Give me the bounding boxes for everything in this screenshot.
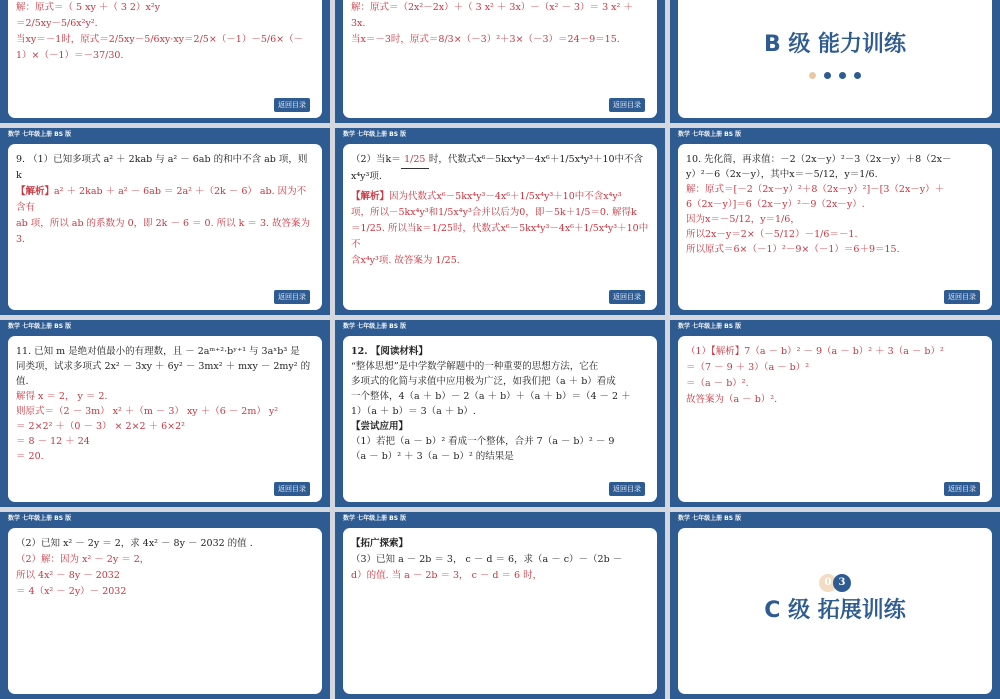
question-text: （2）已知 x² － 2y ＝ 2，求 4x² － 8y － 2032 的值 .: [16, 538, 253, 549]
slide-q9: [0, 128, 330, 315]
slide-q12a: [670, 320, 1000, 507]
slide-q9b: [335, 128, 665, 315]
back-to-toc-button[interactable]: 返回目录: [609, 98, 645, 112]
solution-line: 所以2x－y＝2×（－5/12）－1/6＝－1.: [686, 229, 858, 240]
solution-line: （2）解：因为 x² － 2y ＝ 2，: [16, 554, 150, 565]
question-text: （a － b）² ＋ 3（a － b）² 的结果是: [351, 451, 514, 462]
slide-card: [8, 0, 322, 118]
solution-line: ＝ 8 － 12 ＋ 24: [16, 436, 90, 447]
analysis-text: 项，所以－5kx⁴y³和1/5x⁴y³合并以后为0，即－5k＋1/5＝0. 解得k: [351, 207, 637, 218]
back-to-toc-button[interactable]: 返回目录: [609, 482, 645, 496]
solution-line: 1）×（－1）＝－37/30.: [16, 50, 124, 61]
dot-icon: [809, 72, 816, 79]
solution-line: 解：原式＝[－2（2x－y）²＋8（2x－y）²]－[3（2x－y）＋: [686, 184, 945, 195]
question-text: 一个整体，4（a ＋ b）－ 2（a ＋ b）＋（a ＋ b）＝（4 － 2 ＋: [351, 391, 631, 402]
question-text: 多项式的化简与求值中应用极为广泛，如我们把（a ＋ b）看成: [351, 376, 616, 387]
solution-line: 所以原式＝6×（－1）²－9×（－1）＝6＋9＝15.: [686, 244, 900, 255]
answer-blank: 1/25: [401, 152, 429, 169]
solution-line: 当xy＝－1时，原式＝2/5xy－5/6xy·xy＝2/5×（－1）－5/6×（－: [16, 34, 304, 45]
question-text: 9. （1）已知多项式 a² ＋ 2kab 与 a² － 6ab 的和中不含 ab 项，则 k: [16, 154, 308, 181]
slide-card: [8, 336, 322, 502]
solution-line: 3x.: [351, 18, 366, 29]
solution-line: 当x＝－3时，原式＝8/3×（－3）²＋3×（－3）＝24－9＝15.: [351, 34, 620, 45]
slide-card: [8, 528, 322, 694]
analysis-text: 含x⁴y³项. 故答案为 1/25.: [351, 255, 460, 266]
question-text: 11. 已知 m 是绝对值最小的有理数，且 － 2aᵐ⁺²·bʸ⁺¹ 与 3aˣb³ 是: [16, 346, 300, 357]
subject-header: 数学 七年级上册 BS 版: [8, 515, 72, 522]
subject-header: 数学 七年级上册 BS 版: [343, 131, 407, 138]
solution-line: 6（2x－y）]＝6（2x－y）²－9（2x－y）.: [686, 199, 865, 210]
back-to-toc-button[interactable]: 返回目录: [609, 290, 645, 304]
progress-dots: [678, 64, 992, 83]
dot-icon: [839, 72, 846, 79]
slide-card: [343, 336, 657, 502]
slide-card: [343, 144, 657, 310]
question-text: “整体思想”是中学数学解题中的一种重要的思想方法，它在: [351, 361, 599, 372]
question-text: y）²－6（2x－y），其中x＝－5/12，y＝1/6.: [686, 169, 878, 180]
slide-q12: [335, 320, 665, 507]
subject-header: 数学 七年级上册 BS 版: [8, 323, 72, 330]
solution-line: 解：原式＝（2x²－2x）＋（ 3 x² ＋ 3x）－（x² － 3）＝ 3 x² ＋: [351, 2, 633, 13]
subject-header: 数学 七年级上册 BS 版: [343, 515, 407, 522]
subject-header: 数学 七年级上册 BS 版: [678, 515, 742, 522]
back-to-toc-button[interactable]: 返回目录: [274, 290, 310, 304]
solution-line: ＝ 2×2² ＋（0 － 3） × 2×2 ＋ 6×2²: [16, 421, 185, 432]
slide-card: [8, 144, 322, 310]
solution-line: （1）【解析】7（a － b）² － 9（a － b）² ＋ 3（a － b）²: [686, 346, 944, 357]
subject-header: 数学 七年级上册 BS 版: [8, 131, 72, 138]
solution-line: ＝ 4（x² － 2y）－ 2032: [16, 586, 127, 597]
analysis-tag: 【解析】: [351, 191, 390, 202]
section-number-digit: 3: [833, 574, 851, 592]
dot-icon: [854, 72, 861, 79]
solution-line: ＝ 20.: [16, 451, 44, 462]
question-heading: 【拓广探索】: [351, 538, 409, 549]
analysis-tag: 【解析】: [16, 186, 55, 197]
slide-card: [678, 0, 992, 118]
back-to-toc-button[interactable]: 返回目录: [274, 482, 310, 496]
level-title: B 级 能力训练: [763, 32, 907, 57]
solution-line: d）的值. 当 a － 2b ＝ 3， c － d ＝ 6 时，: [351, 570, 543, 581]
question-text: 同类项，试求多项式 2x² － 3xy ＋ 6y² － 3mx² ＋ mxy － 2my² 的值.: [16, 361, 311, 387]
solution-line: 所以 4x² － 8y － 2032: [16, 570, 120, 581]
solution-line: ＝（7 － 9 ＋ 3）（a － b）²: [686, 362, 810, 373]
slide-r4c2: [335, 512, 665, 699]
analysis-text: ＝1/25. 所以当k＝1/25时，代数式x⁶－5kx⁴y³－4x⁶＋1/5x⁴y³＋10中不: [351, 223, 649, 250]
level-title: C 级 拓展训练: [764, 598, 906, 623]
solution-line: 解得 x ＝ 2， y ＝ 2.: [16, 391, 108, 402]
subject-header: 数学 七年级上册 BS 版: [678, 323, 742, 330]
slide-r1c3: [670, 0, 1000, 123]
slide-card: [343, 528, 657, 694]
solution-line: 则原式＝（2 － 3m） x² ＋（m － 3） xy ＋（6 － 2m） y²: [16, 406, 279, 417]
question-text: （3）已知 a － 2b ＝ 3， c － d ＝ 6，求（a － c）－（2b －: [351, 554, 623, 565]
analysis-text: 因为代数式x⁶－5kx⁴y³－4x⁶＋1/5x⁴y³＋10中不含x⁴y³: [389, 191, 622, 202]
analysis-text: ab 项，所以 ab 的系数为 0，即 2k － 6 ＝ 0. 所以 k ＝ 3. 故答案为 3.: [16, 218, 311, 245]
slide-r4c1: [0, 512, 330, 699]
back-to-toc-button[interactable]: 返回目录: [944, 482, 980, 496]
slide-card: [678, 528, 992, 694]
slide-card: [678, 144, 992, 310]
question-text: 1）（a ＋ b）＝ 3（a ＋ b）.: [351, 406, 476, 417]
solution-line: ＝（a － b）².: [686, 378, 749, 389]
slide-card: [678, 336, 992, 502]
slide-q11: [0, 320, 330, 507]
question-heading: 【尝试应用】: [351, 421, 409, 432]
solution-line: 解：原式＝（ 5 xy ＋（ 3 2）x²y: [16, 2, 160, 13]
slide-r4c3: [670, 512, 1000, 699]
back-to-toc-button[interactable]: 返回目录: [944, 290, 980, 304]
slide-r1c1: [0, 0, 330, 123]
question-heading: 12. 【阅读材料】: [351, 346, 428, 357]
slide-r1c2: [335, 0, 665, 123]
slide-q10: [670, 128, 1000, 315]
solution-line: ＝2/5xy－5/6x²y².: [16, 18, 98, 29]
back-to-toc-button[interactable]: 返回目录: [274, 98, 310, 112]
solution-line: 故答案为（a － b）².: [686, 394, 778, 405]
subject-header: 数学 七年级上册 BS 版: [343, 323, 407, 330]
question-text: （1）若把（a － b）² 看成一个整体，合并 7（a － b）² － 9: [351, 436, 615, 447]
question-text: （2）当k＝: [351, 154, 401, 165]
subject-header: 数学 七年级上册 BS 版: [678, 131, 742, 138]
question-text: 10. 先化简，再求值：－2（2x－y）²－3（2x－y）＋8（2x－: [686, 154, 952, 165]
section-number-digit: 0: [819, 574, 837, 592]
slide-card: [343, 0, 657, 118]
analysis-text: a² ＋ 2kab ＋ a² － 6ab ＝ 2a² ＋（2k － 6） ab. 因为不含有: [16, 186, 307, 213]
dot-icon: [824, 72, 831, 79]
solution-line: 因为x＝－5/12，y＝1/6，: [686, 214, 800, 225]
question-text: 时，代数式x⁶－5kx⁴y³－4x⁶＋1/5x⁴y³＋10中不含x⁴y³项.: [351, 154, 644, 182]
